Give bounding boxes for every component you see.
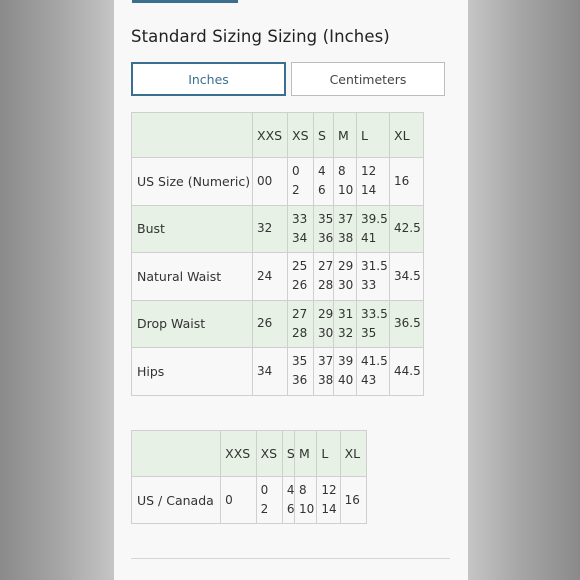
size-value: 29 bbox=[318, 306, 334, 321]
size-value: 14 bbox=[361, 183, 377, 198]
table-row bbox=[132, 205, 424, 253]
size-cell bbox=[288, 253, 314, 301]
size-cell bbox=[253, 158, 288, 206]
size-value: 28 bbox=[318, 278, 334, 293]
tab-centimeters[interactable]: Centimeters bbox=[291, 62, 445, 96]
divider bbox=[131, 558, 450, 559]
size-value: 39.5 bbox=[361, 211, 388, 226]
size-value: 36.5 bbox=[394, 316, 421, 331]
size-value: 4 bbox=[318, 164, 326, 179]
table-row bbox=[132, 158, 424, 206]
size-value: 30 bbox=[318, 325, 334, 340]
size-cell bbox=[390, 253, 424, 301]
size-cell bbox=[390, 158, 424, 206]
size-cell bbox=[334, 253, 357, 301]
size-value: 34.5 bbox=[394, 268, 421, 283]
size-header-xxs: XXS bbox=[253, 113, 288, 158]
size-cell bbox=[282, 477, 294, 524]
size-chart-table bbox=[131, 112, 424, 396]
size-value: 10 bbox=[338, 183, 354, 198]
size-value: 27 bbox=[292, 306, 308, 321]
header-row bbox=[132, 431, 367, 477]
row-label: Drop Waist bbox=[132, 300, 253, 348]
size-value: 6 bbox=[318, 183, 326, 198]
size-header-xs: XS bbox=[288, 113, 314, 158]
size-value: 4 bbox=[286, 483, 295, 497]
size-cell bbox=[334, 205, 357, 253]
size-header-m: M bbox=[295, 431, 317, 477]
page-title: Standard Sizing Sizing (Inches) bbox=[131, 27, 390, 46]
size-value: 37 bbox=[338, 211, 354, 226]
size-cell bbox=[357, 348, 390, 396]
size-value: 16 bbox=[344, 492, 360, 507]
size-cell bbox=[221, 477, 256, 524]
size-value: 0 bbox=[260, 483, 269, 497]
size-value: 2 bbox=[292, 183, 300, 198]
size-header-xl: XL bbox=[390, 113, 424, 158]
size-value: 37 bbox=[318, 354, 334, 369]
size-value: 39 bbox=[338, 354, 354, 369]
size-value: 6 bbox=[286, 502, 295, 516]
size-value: 16 bbox=[394, 173, 410, 188]
size-cell bbox=[317, 477, 340, 524]
size-value: 8 bbox=[338, 164, 346, 179]
size-value: 12 bbox=[321, 483, 337, 497]
size-value: 27 bbox=[318, 259, 334, 274]
size-value: 33 bbox=[292, 211, 308, 226]
size-value: 25 bbox=[292, 259, 308, 274]
size-value: 33.5 bbox=[361, 306, 388, 321]
table-row bbox=[132, 253, 424, 301]
size-value: 31 bbox=[338, 306, 354, 321]
size-value: 32 bbox=[338, 325, 354, 340]
size-value: 29 bbox=[338, 259, 354, 274]
size-cell bbox=[357, 300, 390, 348]
size-cell bbox=[340, 477, 366, 524]
size-value: 8 bbox=[299, 483, 307, 497]
size-cell bbox=[314, 348, 334, 396]
size-cell bbox=[334, 158, 357, 206]
header-corner-cell bbox=[132, 431, 221, 477]
size-value: 00 bbox=[257, 173, 273, 188]
size-value: 14 bbox=[321, 502, 337, 516]
size-value: 41.5 bbox=[361, 354, 388, 369]
size-cell bbox=[334, 300, 357, 348]
size-value: 26 bbox=[257, 316, 273, 331]
size-cell bbox=[253, 205, 288, 253]
size-header-xl: XL bbox=[340, 431, 366, 477]
row-label: Bust bbox=[132, 205, 253, 253]
size-value: 38 bbox=[338, 230, 354, 245]
size-cell bbox=[390, 205, 424, 253]
size-header-s: S bbox=[282, 431, 294, 477]
size-cell bbox=[357, 253, 390, 301]
size-value: 36 bbox=[318, 230, 334, 245]
size-cell bbox=[357, 205, 390, 253]
size-value: 10 bbox=[299, 502, 315, 516]
size-header-xxs: XXS bbox=[221, 431, 256, 477]
size-value: 24 bbox=[257, 268, 273, 283]
header-corner-cell bbox=[132, 113, 253, 158]
size-cell bbox=[253, 300, 288, 348]
row-label: US / Canada bbox=[132, 477, 221, 524]
size-value: 42.5 bbox=[394, 221, 421, 236]
size-value: 12 bbox=[361, 164, 377, 179]
size-value: 38 bbox=[318, 373, 334, 388]
size-value: 44.5 bbox=[394, 363, 421, 378]
size-value: 35 bbox=[292, 354, 308, 369]
size-value: 36 bbox=[292, 373, 308, 388]
table-row bbox=[132, 477, 367, 524]
size-value: 35 bbox=[318, 211, 334, 226]
size-value: 41 bbox=[361, 230, 377, 245]
size-value: 35 bbox=[361, 325, 377, 340]
size-value: 30 bbox=[338, 278, 354, 293]
size-cell bbox=[314, 205, 334, 253]
size-cell bbox=[390, 348, 424, 396]
size-cell bbox=[390, 300, 424, 348]
size-header-s: S bbox=[314, 113, 334, 158]
row-label: Natural Waist bbox=[132, 253, 253, 301]
size-value: 43 bbox=[361, 373, 377, 388]
size-header-xs: XS bbox=[256, 431, 282, 477]
size-value: 26 bbox=[292, 278, 308, 293]
header-row bbox=[132, 113, 424, 158]
size-value: 31.5 bbox=[361, 259, 388, 274]
size-value: 34 bbox=[257, 363, 273, 378]
size-cell bbox=[295, 477, 317, 524]
size-cell bbox=[314, 158, 334, 206]
size-value: 0 bbox=[292, 164, 300, 179]
size-value: 40 bbox=[338, 373, 354, 388]
us-canada-size-table bbox=[131, 430, 367, 524]
size-cell bbox=[256, 477, 282, 524]
size-value: 2 bbox=[260, 502, 269, 516]
size-header-l: L bbox=[357, 113, 390, 158]
size-value: 33 bbox=[361, 278, 377, 293]
size-cell bbox=[288, 348, 314, 396]
size-value: 34 bbox=[292, 230, 308, 245]
top-accent-bar bbox=[132, 0, 238, 3]
size-cell bbox=[288, 300, 314, 348]
size-header-m: M bbox=[334, 113, 357, 158]
size-value: 32 bbox=[257, 221, 273, 236]
table-row bbox=[132, 300, 424, 348]
size-cell bbox=[357, 158, 390, 206]
size-value: 0 bbox=[225, 492, 233, 507]
size-header-l: L bbox=[317, 431, 340, 477]
size-cell bbox=[288, 158, 314, 206]
size-cell bbox=[314, 253, 334, 301]
size-cell bbox=[253, 253, 288, 301]
size-value: 28 bbox=[292, 325, 308, 340]
size-cell bbox=[288, 205, 314, 253]
size-cell bbox=[334, 348, 357, 396]
tab-inches[interactable]: Inches bbox=[131, 62, 286, 96]
table-row bbox=[132, 348, 424, 396]
row-label: US Size (Numeric) bbox=[132, 158, 253, 206]
size-cell bbox=[253, 348, 288, 396]
size-cell bbox=[314, 300, 334, 348]
row-label: Hips bbox=[132, 348, 253, 396]
